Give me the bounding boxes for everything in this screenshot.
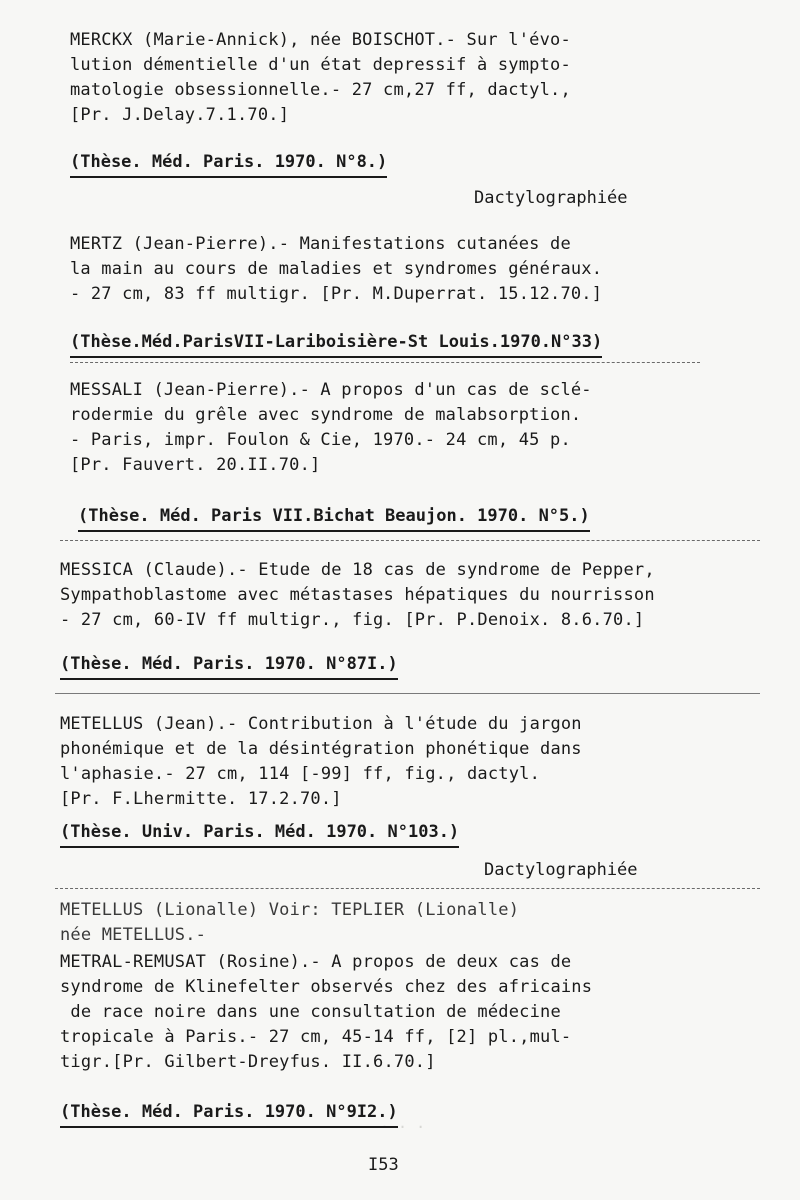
separator-rule [55, 693, 760, 694]
entry-line: Sympathoblastome avec métastases hépatiques du nourrisson [60, 585, 655, 605]
separator-rule [60, 540, 760, 541]
entry-line: - 27 cm, 60-IV ff multigr., fig. [Pr. P.Denoix. 8.6.70.] [60, 610, 645, 630]
format-note: Dactylographiée [474, 188, 628, 208]
catalog-entry-messica [60, 558, 760, 633]
entry-line: tigr.[Pr. Gilbert-Dreyfus. II.6.70.] [60, 1052, 436, 1072]
entry-line: MERTZ (Jean-Pierre).- Manifestations cutanées de [70, 234, 571, 254]
entry-line: de race noire dans une consultation de médecine [60, 1002, 561, 1022]
thesis-reference: (Thèse. Univ. Paris. Méd. 1970. N°103.) [60, 820, 459, 848]
entry-line: METELLUS (Jean).- Contribution à l'étude du jargon [60, 714, 582, 734]
catalog-entry-messali [70, 378, 770, 478]
entry-line: l'aphasie.- 27 cm, 114 [-99] ff, fig., dactyl. [60, 764, 541, 784]
entry-line: née METELLUS.- [60, 925, 207, 945]
entry-line: METRAL-REMUSAT (Rosine).- A propos de deux cas de [60, 952, 572, 972]
entry-line: MERCKX (Marie-Annick), née BOISCHOT.- Sur l'évo- [70, 30, 571, 50]
entry-line: phonémique et de la désintégration phonétique dans [60, 739, 582, 759]
entry-line: tropicale à Paris.- 27 cm, 45-14 ff, [2] pl.,mul- [60, 1027, 572, 1047]
bleed-through-mark: · · · [380, 1118, 426, 1136]
entry-line: matologie obsessionnelle.- 27 cm,27 ff, dactyl., [70, 80, 571, 100]
entry-line: syndrome de Klinefelter observés chez des africains [60, 977, 593, 997]
separator-rule [55, 888, 760, 889]
thesis-reference: (Thèse. Méd. Paris. 1970. N°87I.) [60, 652, 398, 680]
format-note: Dactylographiée [484, 860, 638, 880]
entry-line: - Paris, impr. Foulon & Cie, 1970.- 24 cm, 45 p. [70, 430, 571, 450]
catalog-entry-merckx [70, 28, 770, 128]
entry-line: la main au cours de maladies et syndromes généraux. [70, 259, 603, 279]
separator-rule [70, 362, 700, 363]
thesis-reference: (Thèse. Méd. Paris VII.Bichat Beaujon. 1970. N°5.) [78, 504, 590, 532]
thesis-reference: (Thèse.Méd.ParisVII-Lariboisière-St Louis.1970.N°33) [70, 330, 602, 358]
entry-line: [Pr. J.Delay.7.1.70.] [70, 105, 290, 125]
entry-line: [Pr. F.Lhermitte. 17.2.70.] [60, 789, 342, 809]
cross-reference-line: METELLUS (Lionalle) Voir: TEPLIER (Lionalle) [60, 900, 520, 920]
entry-line: MESSICA (Claude).- Etude de 18 cas de syndrome de Pepper, [60, 560, 655, 580]
catalog-entry-mertz [70, 232, 770, 307]
thesis-reference: (Thèse. Méd. Paris. 1970. N°9I2.) [60, 1100, 398, 1128]
entry-line: MESSALI (Jean-Pierre).- A propos d'un cas de sclé- [70, 380, 592, 400]
thesis-reference: (Thèse. Méd. Paris. 1970. N°8.) [70, 150, 387, 178]
page-number: I53 [368, 1155, 399, 1175]
entry-line: [Pr. Fauvert. 20.II.70.] [70, 455, 321, 475]
catalog-entry-metellus-lionalle [60, 898, 760, 948]
catalog-entry-metral-remusat [60, 950, 760, 1075]
entry-line: lution démentielle d'un état depressif à sympto- [70, 55, 571, 75]
entry-line: rodermie du grêle avec syndrome de malabsorption. [70, 405, 582, 425]
entry-line: - 27 cm, 83 ff multigr. [Pr. M.Duperrat. 15.12.70.] [70, 284, 603, 304]
catalog-entry-metellus-jean [60, 712, 760, 812]
